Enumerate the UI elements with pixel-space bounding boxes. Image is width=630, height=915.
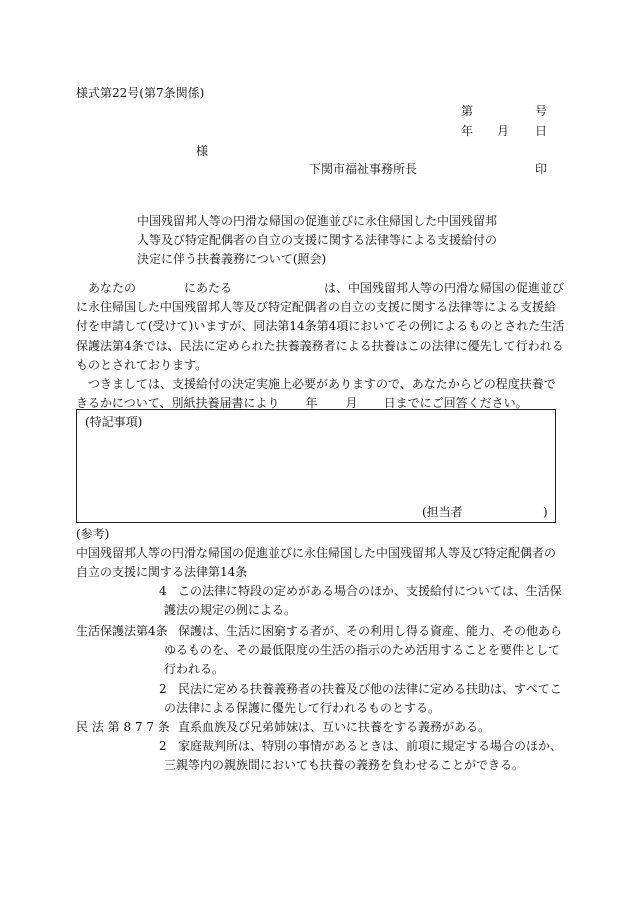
reference-heading: (参考) <box>76 527 110 541</box>
reply-month: 月 <box>345 396 358 411</box>
article-line: の法律による保護に優先して行われるものとする。 <box>164 701 441 716</box>
body-line: 保護法第4条では、民法に定められた扶養義務者による扶養はこの法律に優先して行われる <box>76 338 564 353</box>
form-number: 様式第22号(第7条関係) <box>76 86 205 100</box>
law-title-line: 自立の支援に関する法律第14条 <box>76 565 248 580</box>
reply-instruction: きるかについて、別紙扶養届書により <box>76 396 280 411</box>
article-line: 保護は、生活に困窮する者が、その利用し得る資産、能力、その他あら <box>178 624 563 638</box>
article-line: 三親等内の親族間においても扶養の義務を負わせることができる。 <box>164 758 525 773</box>
body-line: つきましては、支援給付の決定実施上必要がありますので、あなたからどの程度扶養で <box>88 377 556 391</box>
seiho-4-2-text <box>164 680 562 718</box>
body-line: ものとされております。 <box>76 357 208 372</box>
body-line: に永住帰国した中国残留邦人等及び特定配偶者の自立の支援に関する法律等による支援給 <box>76 300 557 315</box>
article-line: 護法の規定の例による。 <box>164 603 297 618</box>
law-title <box>76 544 556 582</box>
article-line: ゆるものを、その最低限度の生活の指示のため活用することを要件として <box>164 643 561 658</box>
seal-mark: 印 <box>535 162 548 176</box>
seiho-4-text <box>164 622 563 680</box>
seiho-4-label: 生活保護法第4条 <box>76 624 168 638</box>
remarks-box <box>76 409 556 523</box>
doc-number-go: 号 <box>535 104 548 118</box>
title-line: 決定に伴う扶養義務について(照会) <box>137 252 327 266</box>
minpo-877-text: 直系血族及び兄弟姉妹は、互いに扶養をする義務がある。 <box>178 720 491 734</box>
article-14-4-number: 4 <box>159 584 167 598</box>
body-line: 付を申請して(受けて)いますが、同法第14条第4項においてその例によるものとされた生活 <box>76 319 565 334</box>
contact-person-close: ) <box>543 505 548 519</box>
article-14-4-text <box>164 582 562 620</box>
doc-number-dai: 第 <box>461 104 474 118</box>
seiho-4-2-number: 2 <box>159 682 167 696</box>
date-month: 月 <box>497 124 510 138</box>
date-year: 年 <box>461 124 474 138</box>
article-line: 行われる。 <box>164 662 225 677</box>
reply-year: 年 <box>305 396 318 411</box>
article-line: 家庭裁判所は、特別の事情があるときは、前項に規定する場合のほか、 <box>178 739 563 753</box>
body-paragraph-1 <box>76 279 566 375</box>
addressee-suffix: 様 <box>196 144 209 158</box>
law-title-line: 中国残留邦人等の円滑な帰国の促進並びに永住帰国した中国残留邦人等及び特定配偶者の <box>76 546 557 560</box>
body-anata: あなたの <box>88 281 137 295</box>
minpo-877-2-text <box>164 737 563 775</box>
title-line: 中国残留邦人等の円滑な帰国の促進並びに永住帰国した中国残留邦 <box>137 214 498 228</box>
body-paragraph-2 <box>76 375 566 413</box>
body-line <box>76 279 566 298</box>
title-line: 人等及び特定配偶者の自立の支援に関する法律等による支援給付の <box>137 233 498 247</box>
contact-person-label: (担当者 <box>422 505 463 519</box>
article-line: この法律に特段の定めがある場合のほか、支援給付については、生活保 <box>178 584 562 598</box>
document-title <box>137 212 497 269</box>
body-niataru: にあたる <box>184 281 233 295</box>
minpo-877-2-number: 2 <box>159 739 167 753</box>
article-line: 民法に定める扶養義務者の扶養及び他の法律に定める扶助は、すべてこ <box>178 682 562 696</box>
body-rest: は、中国残留邦人等の円滑な帰国の促進並び <box>324 281 565 295</box>
issuer-name: 下関市福祉事務所長 <box>309 162 418 176</box>
remarks-label: (特記事項) <box>85 415 143 429</box>
minpo-877-label: 民 法 第 8 7 7 条 <box>76 720 170 734</box>
reply-day: 日までにご回答ください。 <box>383 396 528 411</box>
date-day: 日 <box>535 124 548 138</box>
